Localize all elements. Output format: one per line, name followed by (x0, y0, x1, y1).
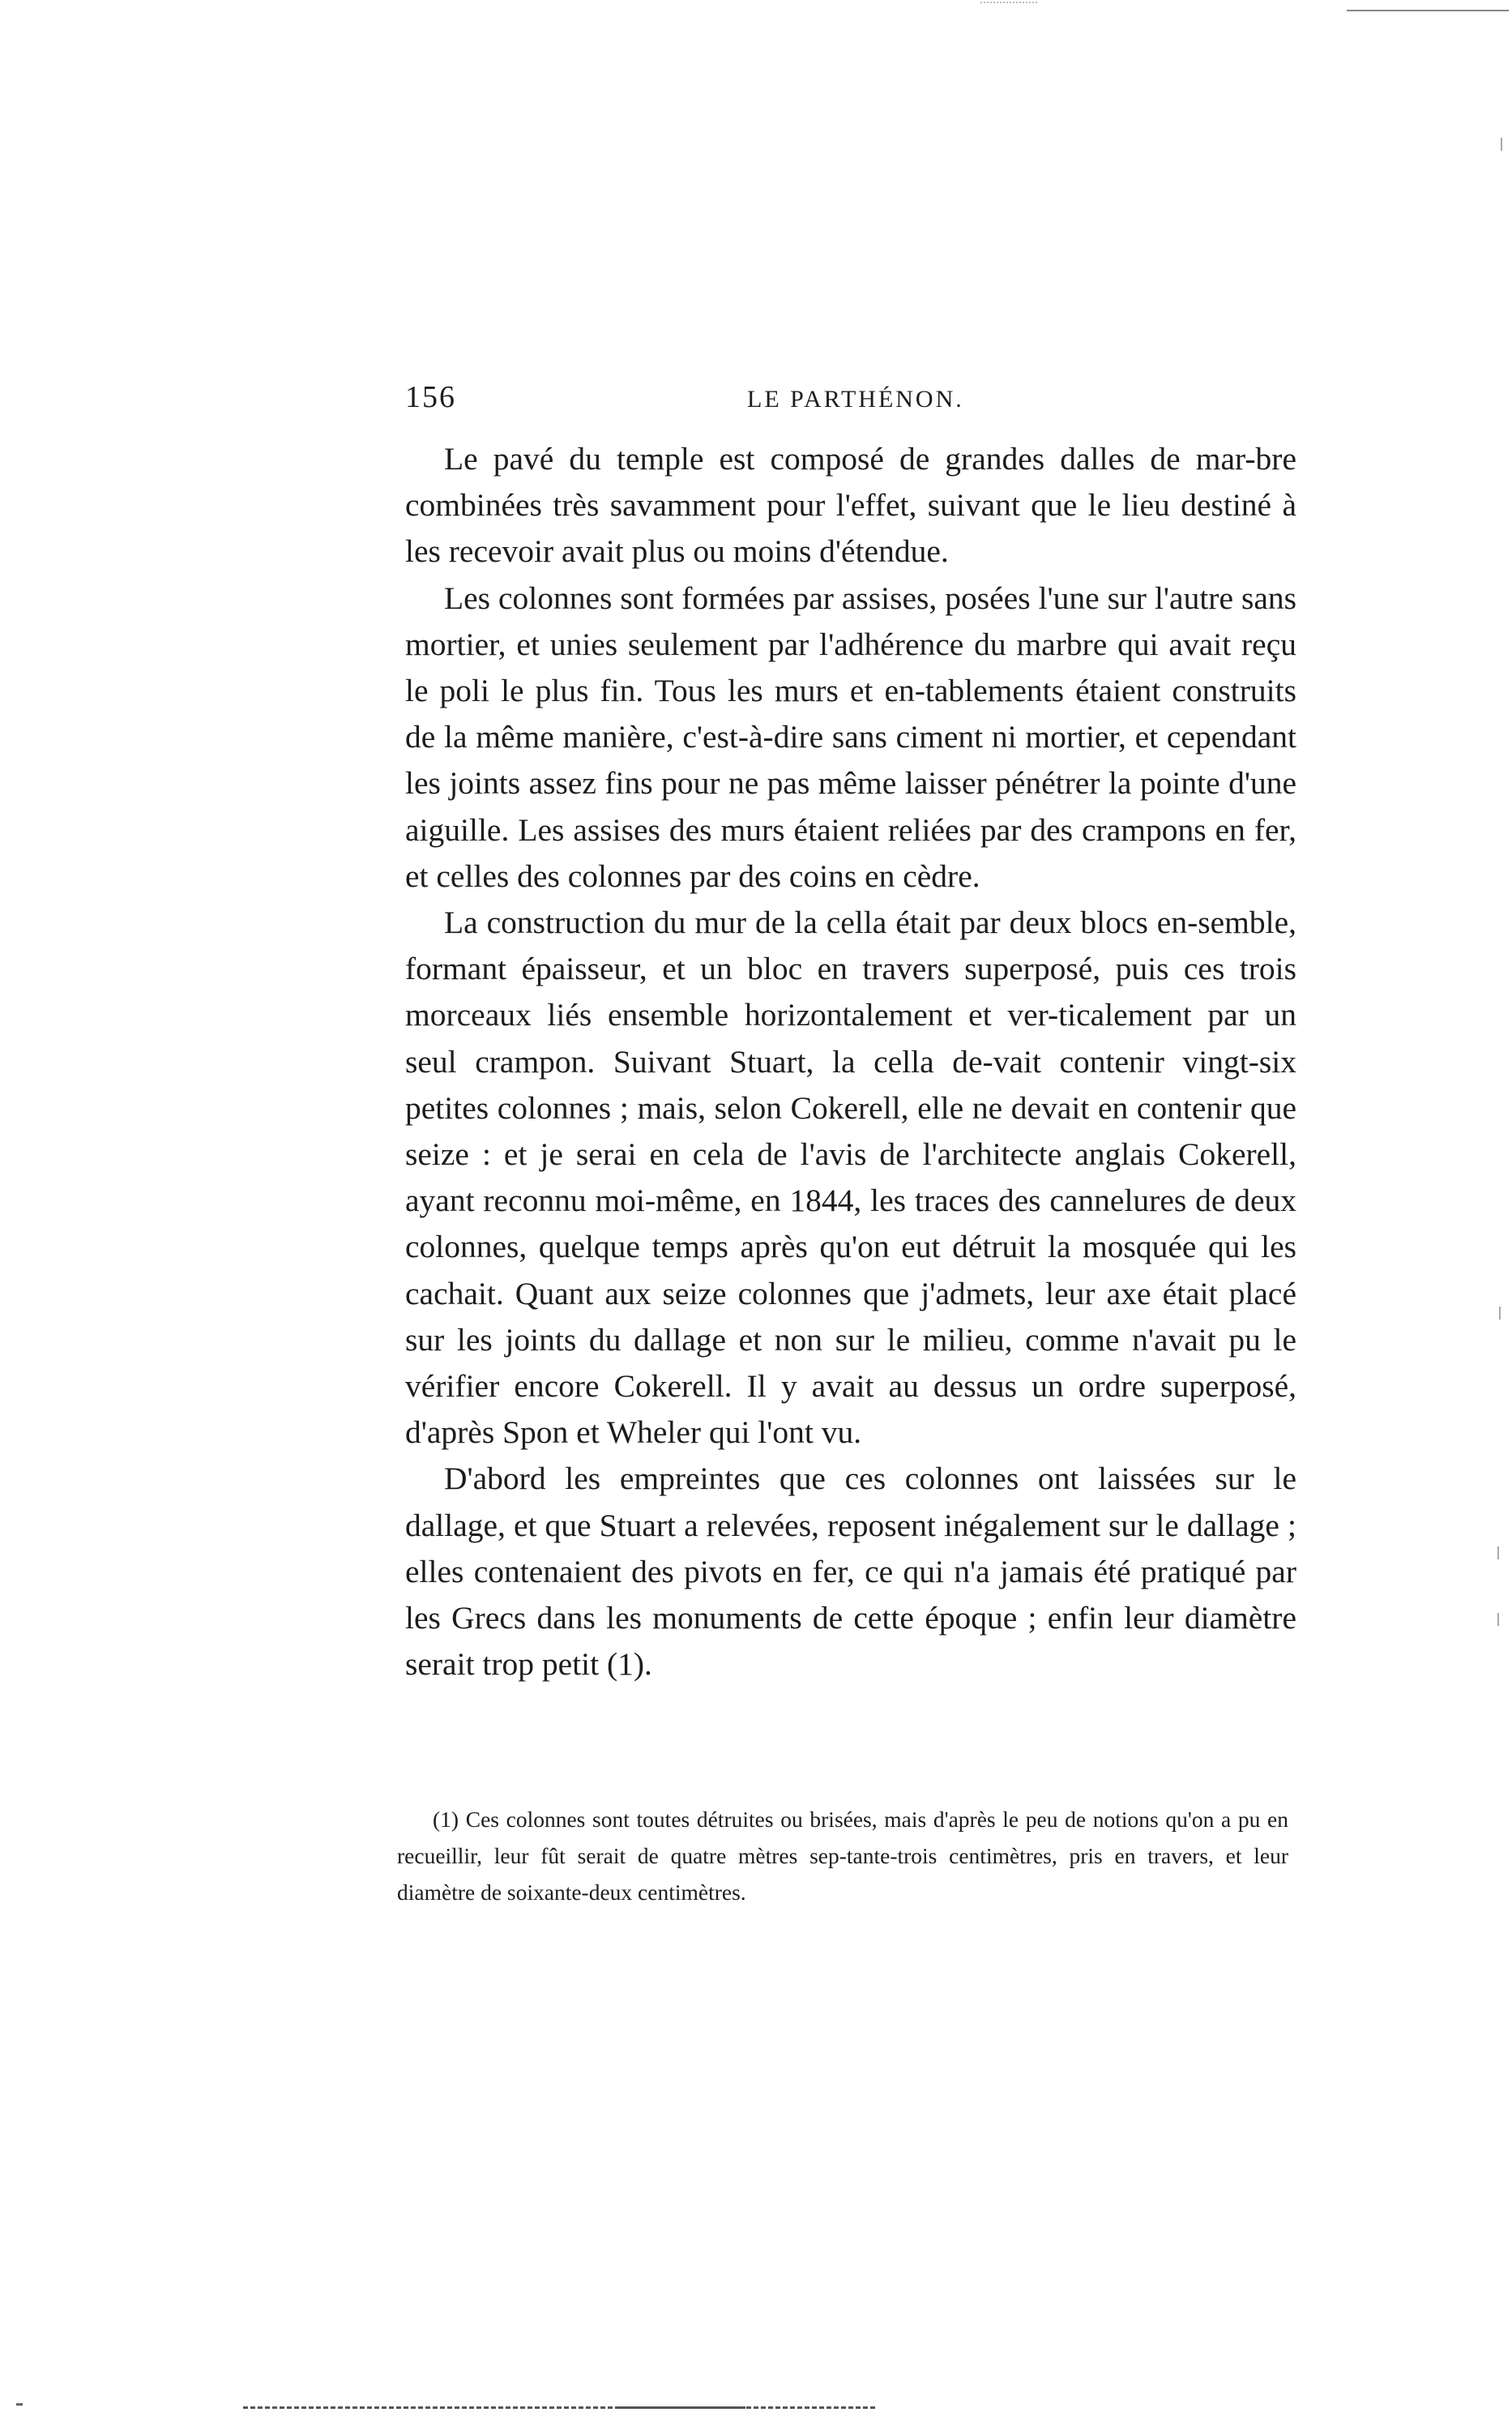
footnote: (1) Ces colonnes sont toutes détruites ou brisées, mais d'après le peu de notions qu'on a pu en recueillir, leur fût serait de quatre mètres sep-tante-trois centimètres, pris en travers, et leur diamètre de soixante-deux centimètres. (397, 1807, 1288, 1905)
paragraph: D'abord les empreintes que ces colonnes ont laissées sur le dallage, et que Stuart a relevées, reposent inégalement sur le dallage ; elles contenaient des pivots en fer, ce qui n'a jamais été pratiqué par les Grecs dans les monuments de cette époque ; enfin leur diamètre serait trop petit (1). (405, 1461, 1296, 1683)
running-head: LE PARTHÉNON. (747, 386, 964, 413)
scan-margin-tick (1497, 1613, 1499, 1626)
paragraph: Les colonnes sont formées par assises, posées l'une sur l'autre sans mortier, et unies seulement par l'adhérence du marbre qui avait reçu le poli le plus fin. Tous les murs et en-tablements étaient construits de la même manière, c'est-à-dire sans ciment ni mortier, et cependant les joints assez fins pour ne pas même laisser pénétrer la pointe d'une aiguille. Les assises des murs étaient reliées par des crampons en fer, et celles des colonnes par des coins en cèdre. (405, 580, 1296, 894)
scan-edge-rule (1347, 10, 1509, 11)
body-text (405, 436, 1296, 1687)
scan-bottom-rule (616, 2406, 745, 2409)
paragraph: La construction du mur de la cella était par deux blocs en-semble, formant épaisseur, et un bloc en travers superposé, puis ces trois morceaux liés ensemble horizontalement et ver-ticalement par un seul crampon. Suivant Stuart, la cella de-vait contenir vingt-six petites colonnes ; mais, selon Cokerell, elle ne devait en contenir que seize : et je serai en cela de l'avis de l'architecte anglais Cokerell, ayant reconnu moi-même, en 1844, les traces des cannelures de deux colonnes, quelque temps après qu'on eut détruit la mosquée qui les cachait. Quant aux seize colonnes que j'admets, leur axe était placé sur les joints du dallage et non sur le milieu, comme n'avait pu le vérifier encore Cokerell. Il y avait au dessus un ordre superposé, d'après Spon et Wheler qui l'ont vu. (405, 905, 1296, 1451)
scan-margin-tick (1499, 1307, 1501, 1320)
page-number: 156 (405, 380, 456, 414)
page-header (405, 379, 1296, 428)
scan-bottom-dashes (243, 2406, 875, 2411)
paragraph: Le pavé du temple est composé de grandes dalles de mar-bre combinées très savamment pour l'effet, suivant que le lieu destiné à les recevoir avait plus ou moins d'étendue. (405, 441, 1296, 570)
scan-edge-mark (16, 2403, 23, 2406)
scan-margin-tick (1501, 138, 1502, 151)
scan-margin-tick (1497, 1546, 1499, 1559)
scan-edge-mark (980, 2, 1037, 5)
